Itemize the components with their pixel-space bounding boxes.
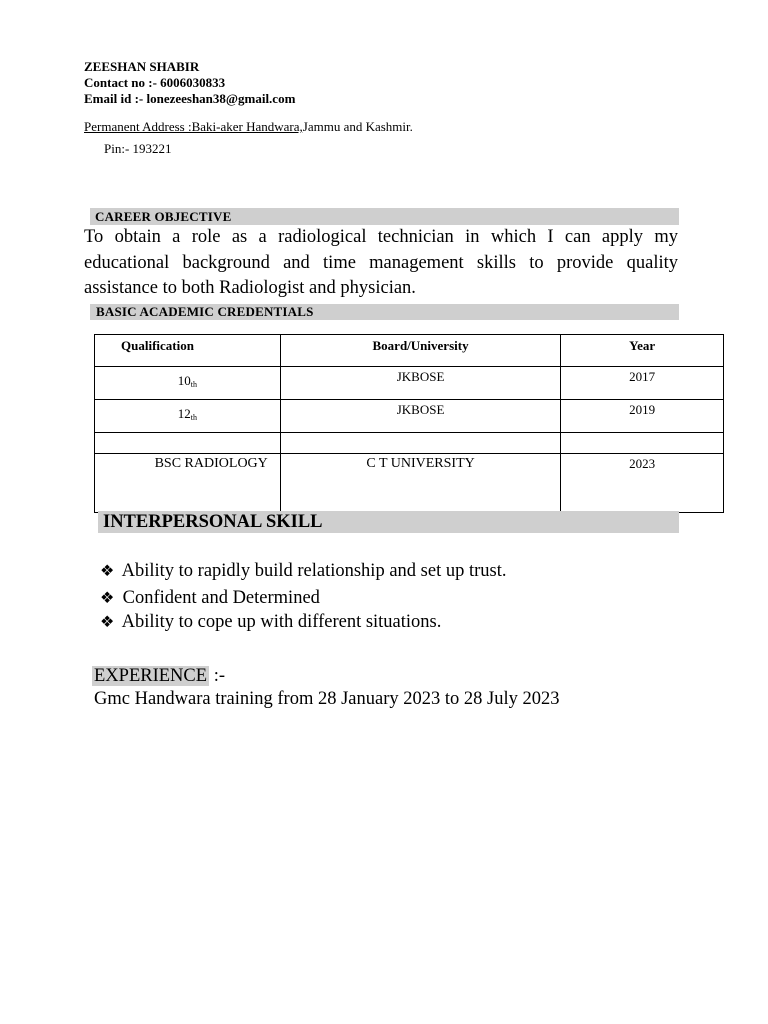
skills-title: INTERPERSONAL SKILL [103, 512, 323, 532]
skill-text: Confident and Determined [122, 588, 320, 608]
qualification-cell: $10_{th}$ [95, 367, 281, 400]
address-rest: Jammu and Kashmir. [302, 119, 413, 134]
career-objective-bar [90, 208, 679, 225]
qualification-cell: $12_{th}$ [95, 400, 281, 433]
skills-bar [98, 511, 679, 533]
table-row [95, 454, 724, 513]
year-cell [561, 433, 724, 454]
board-cell: JKBOSE [280, 400, 561, 433]
experience-title: EXPERIENCE [94, 666, 208, 686]
board-cell: JKBOSE [280, 367, 561, 400]
year-cell: 2019 [561, 400, 724, 433]
resume-header [84, 59, 295, 107]
skill-text: Ability to cope up with different situations. [121, 612, 442, 632]
board-cell: C T UNIVERSITY [280, 454, 561, 513]
list-item [100, 561, 506, 582]
table-header-row [95, 335, 724, 367]
career-objective-text: To obtain a role as a radiological technician in which I can apply my educational background and time management skills to provide quality assistance to both Radiologist and physician. [84, 227, 678, 298]
header-board: Board/University [280, 335, 561, 367]
board-cell [280, 433, 561, 454]
qualification-cell [95, 433, 281, 454]
qualification-cell: BSC RADIOLOGY [95, 454, 281, 513]
list-item [100, 612, 441, 633]
year-cell: 2017 [561, 367, 724, 400]
experience-suffix: :- [209, 666, 225, 686]
credentials-bar [90, 304, 679, 320]
candidate-name: ZEESHAN SHABIR [84, 59, 200, 74]
pin-code: Pin:- 193221 [104, 141, 172, 156]
year-cell: 2023 [561, 454, 724, 513]
address-label: Permanent Address :Baki-aker Handwara, [84, 119, 303, 134]
diamond-bullet-icon: ❖ [100, 590, 115, 607]
email-address: Email id :- lonezeeshan38@gmail.com [84, 91, 296, 106]
skill-text: Ability to rapidly build relationship and set up trust. [121, 561, 507, 581]
credentials-table [94, 334, 724, 513]
diamond-bullet-icon: ❖ [100, 563, 115, 580]
permanent-address [84, 119, 413, 135]
diamond-bullet-icon: ❖ [100, 614, 115, 631]
career-objective-title: CAREER OBJECTIVE [95, 209, 232, 224]
experience-heading [92, 666, 225, 687]
experience-text: Gmc Handwara training from 28 January 2023 to 28 July 2023 [94, 689, 560, 709]
table-row [95, 433, 724, 454]
contact-number: Contact no :- 6006030833 [84, 75, 226, 90]
table-row [95, 367, 724, 400]
list-item [100, 588, 320, 609]
header-qualification: Qualification [95, 335, 281, 367]
credentials-title: BASIC ACADEMIC CREDENTIALS [96, 304, 314, 319]
table-row [95, 400, 724, 433]
header-year: Year [561, 335, 724, 367]
